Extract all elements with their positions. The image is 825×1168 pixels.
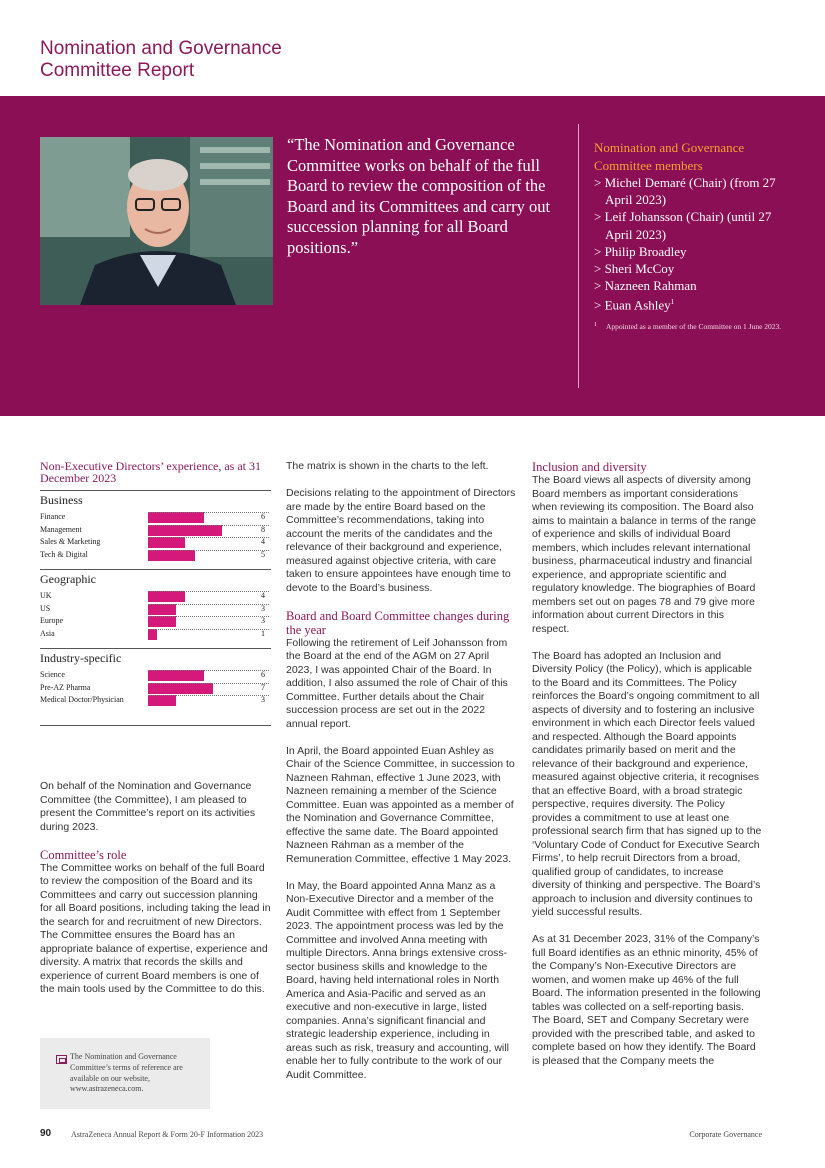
committee-role-paragraph: The Committee works on behalf of the full Board to review the composition of the Board and its Committees and carry out succession planning for all Board positions, including taking the lead in the search for and recruitment of new Directors. The Committee ensures the Board has an appropriate balance of expertise, experience and diversity. A matrix that records the skills and experience of current Board members is one of the main tools used by the Committee to do this. — [40, 861, 271, 995]
matrix-row-dotted-line — [148, 683, 269, 684]
matrix-bar — [148, 629, 157, 640]
matrix-row-dotted-line — [148, 695, 269, 696]
matrix-bar — [148, 525, 222, 536]
matrix-row-track — [148, 537, 269, 548]
intro-paragraph: On behalf of the Nomination and Governance Committee (the Committee), I am pleased to present the Committee’s report on its activities during 2023. — [40, 780, 256, 833]
member-name: > Euan Ashley — [594, 297, 671, 313]
matrix-bar — [148, 695, 176, 706]
matrix-value: 3 — [261, 695, 265, 704]
matrix-row-track — [148, 525, 269, 536]
matrix-row — [40, 694, 271, 707]
members-footnote — [594, 322, 794, 331]
matrix-row-dotted-line — [148, 537, 269, 538]
matrix-row — [40, 536, 271, 549]
terms-of-reference-note — [40, 1038, 210, 1109]
matrix-group-label: Industry-specific — [40, 651, 122, 665]
matrix-row-label: Finance — [40, 512, 66, 521]
matrix-bar — [148, 550, 195, 561]
experience-matrix — [40, 460, 271, 726]
chair-quote: “The Nomination and Governance Committee works on behalf of the full Board to review the composition of the Board and its Committees and carry out succession planning for all Board positions.” — [287, 135, 551, 257]
matrix-row-label: Tech & Digital — [40, 549, 88, 559]
matrix-value: 8 — [261, 524, 265, 534]
chair-portrait-photo — [40, 137, 273, 305]
matrix-bar — [148, 683, 213, 694]
page-title-line-1: Nomination and Governance — [40, 38, 282, 59]
member-item: > Michel Demaré (Chair) (from 27 April 2023) — [594, 175, 776, 208]
matrix-bar — [148, 670, 204, 681]
matrix-bar — [148, 616, 176, 627]
document-icon — [56, 1055, 67, 1064]
matrix-row — [40, 511, 271, 524]
page-title — [40, 38, 282, 82]
matrix-group-rule — [40, 569, 271, 570]
matrix-row — [40, 682, 271, 695]
matrix-row-label: UK — [40, 591, 52, 600]
matrix-row-dotted-line — [148, 591, 269, 592]
matrix-row-track — [148, 591, 269, 602]
matrix-row — [40, 549, 271, 562]
appointment-decisions-paragraph: Decisions relating to the appointment of Directors are made by the entire Board based on the Committee’s recommendations, taking into account the merits of the candidates and the relevance of their background and experience, measured against objective criteria, with care taken to ensure appointees have enough time to devote to the Board’s business. — [286, 487, 516, 594]
matrix-row — [40, 590, 271, 603]
matrix-row-label: Management — [40, 524, 82, 534]
board-composition-paragraph: As at 31 December 2023, 31% of the Company’s full Board identifies as an ethnic minority, 45% of the Company’s Non-Executive Directors are women, and women make up 46% of the full Board. The information presented in the following tables was collected on a self-reporting basis. The Board, SET and Company Secretary were provided with the prescribed table, and asked to complete based on how they identify. The Board is pleased that the Company meets the — [532, 933, 761, 1067]
matrix-row-label: Pre-AZ Pharma — [40, 682, 91, 692]
matrix-row-track — [148, 629, 269, 640]
diversity-considerations-paragraph: The Board views all aspects of diversity among Board members as important considerations when reviewing its composition. The Board also aims to maintain a balance in terms of the range of experience and skills of individual Board members, which includes relevant international business, pharmaceutical industry and financial experience, and appropriate scientific and regulatory knowledge. The biographies of Board members set out on pages 78 and 79 give more information about current Directors in this respect. — [532, 474, 757, 635]
member-item: > Sheri McCoy — [594, 261, 675, 277]
terms-of-reference-text: The Nomination and Governance Committee’s terms of reference are available on our website, www.astrazeneca.com. — [70, 1052, 183, 1094]
committee-members-heading: Nomination and Governance Committee members — [594, 140, 745, 173]
matrix-row-label: US — [40, 603, 51, 613]
matrix-row — [40, 628, 271, 641]
matrix-bar — [148, 591, 185, 602]
matrix-value: 4 — [261, 591, 265, 600]
matrix-reference-paragraph: The matrix is shown in the charts to the left. — [286, 460, 489, 472]
member-item: > Philip Broadley — [594, 243, 687, 259]
matrix-row-dotted-line — [148, 616, 269, 617]
matrix-row-dotted-line — [148, 512, 269, 513]
matrix-row — [40, 669, 271, 682]
matrix-value: 1 — [261, 628, 265, 638]
matrix-row — [40, 603, 271, 616]
matrix-value: 6 — [261, 670, 265, 679]
matrix-row-dotted-line — [148, 629, 269, 630]
matrix-group-rule — [40, 648, 271, 649]
member-footnote-mark: 1 — [670, 298, 675, 307]
inclusion-diversity-heading: Inclusion and diversity — [532, 460, 647, 474]
matrix-row-track — [148, 616, 269, 627]
matrix-group-label: Geographic — [40, 572, 96, 586]
matrix-value: 3 — [261, 603, 265, 613]
section-name: Corporate Governance — [689, 1130, 762, 1139]
footnote-text: Appointed as a member of the Committee on 1 June 2023. — [606, 321, 782, 331]
matrix-row-dotted-line — [148, 550, 269, 551]
matrix-row-label: Asia — [40, 628, 55, 638]
chair-portrait-illustration — [40, 137, 273, 305]
member-item: > Leif Johansson (Chair) (until 27 April 2023) — [594, 209, 772, 242]
matrix-row — [40, 615, 271, 628]
document-title: AstraZeneca Annual Report & Form 20-F Information 2023 — [71, 1130, 264, 1139]
column-2-text — [286, 460, 517, 1096]
matrix-bar — [148, 604, 176, 615]
member-item: > Nazneen Rahman — [594, 278, 697, 294]
new-director-paragraph: In May, the Board appointed Anna Manz as a Non-Executive Director and a member of the Audit Committee with effect from 1 September 2023. The appointment process was led by the Committee and involved Anna meeting with multiple Directors. Anna brings extensive cross-sector business skills and knowledge to the Board, having held international roles in North America and Asia-Pacific and served as an executive and non-executive in large, listed companies. Anna’s significant financial and strategic leadership experience, including in areas such as risk, treasury and accounting, will enable her to fully contribute to the work of our Audit Committee. — [286, 879, 509, 1081]
page-number: 90 — [40, 1128, 52, 1139]
footnote-mark: 1 — [594, 321, 597, 328]
matrix-row-track — [148, 604, 269, 615]
column-3-text — [532, 460, 763, 1082]
matrix-group-rule — [40, 490, 271, 491]
matrix-row-label: Science — [40, 670, 65, 679]
banner-divider — [578, 124, 579, 388]
matrix-bar — [148, 537, 185, 548]
matrix-row-label: Sales & Marketing — [40, 537, 101, 546]
matrix-bottom-rule — [40, 725, 271, 726]
matrix-row-dotted-line — [148, 525, 269, 526]
page-title-line-2: Committee Report — [40, 60, 195, 81]
matrix-value: 5 — [261, 549, 265, 559]
matrix-group-label: Business — [40, 493, 83, 507]
matrix-title: Non-Executive Directors’ experience, as at 31 December 2023 — [40, 459, 262, 485]
matrix-row-track — [148, 512, 269, 523]
matrix-value: 4 — [261, 537, 265, 546]
matrix-row-dotted-line — [148, 670, 269, 671]
matrix-row-track — [148, 695, 269, 706]
diversity-policy-paragraph: The Board has adopted an Inclusion and Diversity Policy (the Policy), which is applicable to the Board and its Committees. The Policy reinforces the Board’s ongoing commitment to all aspects of diversity and to fostering an inclusive environment in which each Director feels valued and respected. Although the Board appoints candidates primarily based on merit and the relevance of their background and experience, measured against objective criteria, it recognises that an effective Board, with a broad strategic perspective, requires diversity. The Policy provides a commitment to use at least one professional search firm that has signed up to the ‘Voluntary Code of Conduct for Executive Search Firms’, to help recruit Directors from a broad, qualified group of candidates, to increase diversity of thinking and perspective. The Board’s approach to inclusion and diversity continues to yield successful results. — [532, 649, 762, 918]
matrix-row-track — [148, 683, 269, 694]
committee-role-heading: Committee’s role — [40, 847, 127, 862]
matrix-row-track — [148, 670, 269, 681]
matrix-row-label: Europe — [40, 616, 64, 625]
board-changes-heading: Board and Board Committee changes during the year — [286, 608, 510, 637]
column-1-text — [40, 780, 271, 1010]
science-committee-paragraph: In April, the Board appointed Euan Ashley as Chair of the Science Committee, in succession to Nazneen Rahman, effective 1 June 2023, with Nazneen remaining a member of the Science Committee. Euan was appointed as a member of the Nomination and Governance Committee, effective the same date. The Board appointed Nazneen Rahman as a member of the Remuneration Committee, effective 1 May 2023. — [286, 744, 515, 865]
matrix-bar — [148, 512, 204, 523]
matrix-value: 7 — [261, 682, 265, 692]
committee-members-panel — [594, 139, 794, 331]
matrix-row-dotted-line — [148, 604, 269, 605]
matrix-row — [40, 524, 271, 537]
member-item — [594, 294, 794, 314]
matrix-value: 3 — [261, 616, 265, 625]
matrix-row-label: Medical Doctor/Physician — [40, 695, 124, 704]
matrix-groups — [40, 490, 271, 707]
matrix-row-track — [148, 550, 269, 561]
matrix-value: 6 — [261, 512, 265, 521]
chair-succession-paragraph: Following the retirement of Leif Johansson from the Board at the end of the AGM on 27 April 2023, I was appointed Chair of the Board. In addition, I also assumed the role of Chair of this Committee. Further details about the Chair succession process are set out in the 2022 annual report. — [286, 636, 508, 730]
